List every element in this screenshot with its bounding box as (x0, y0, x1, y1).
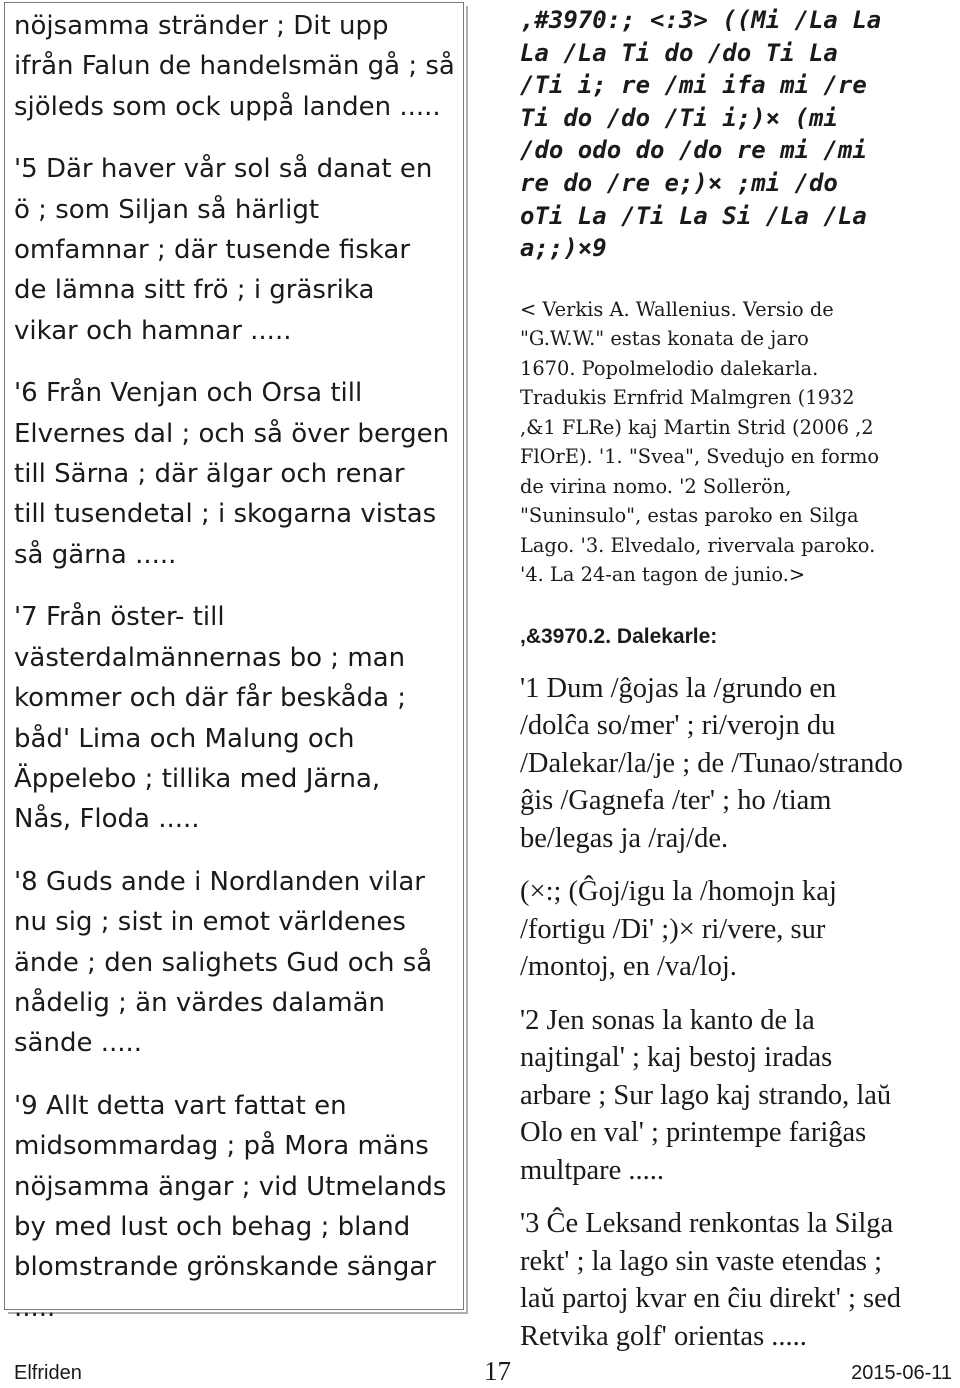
translation-note: < Verkis A. Wallenius. Versio de "G.W.W." estas konata de jaro 1670. Popolmelodio dalekarla. Tradukis Ernfrid Malmgren (1932 ,&1 FLRe) kaj Martin Strid (2006 ,2 FlOrE). '1. "Svea", Svedujo en formo de virina nomo. '2 Sollerön, "Suninsulo", estas paroko en Silga Lago. '3. Elvedalo, rivervala paroko. '4. La 24-an tagon de junio.> (520, 297, 880, 587)
esperanto-stanza-2: '2 Jen sonas la kanto de la najtingal' ; kaj bestoj iradas arbare ; Sur lago kaj strando, laŭ Olo en val' ; printempe fariĝas multpare ..... (520, 1004, 892, 1186)
stanza-continuation: nöjsamma stränder ; Dit upp ifrån Falun de handelsmän gå ; så sjöleds som ock uppå landen ..... (14, 11, 455, 122)
esperanto-refrain: (×:; (Ĝoj/igu la /homojn kaj /fortigu /Di' ;)× ri/vere, sur /montoj, en /va/loj. (520, 876, 837, 983)
stanza-5: '5 Där haver vår sol så danat en ö ; som Siljan så härligt omfamnar ; där tusende fiskar de lämna sitt frö ; i gräsrika vikar och hamnar ..... (14, 154, 433, 346)
swedish-lyrics-column (14, 6, 460, 1350)
stanza-6: '6 Från Venjan och Orsa till Elvernes dal ; och så över bergen till Särna ; där älgar och renar till tusendetal ; i skogarna vistas så gärna ..... (14, 378, 450, 570)
esperanto-stanza-3: '3 Ĉe Leksand renkontas la Silga rekt' ; la lago sin vaste etendas ; laŭ partoj kvar en ĉiu direkt' ; sed Retvika golf' orientas ..... (520, 1208, 902, 1352)
esperanto-stanza-1: '1 Dum /ĝojas la /grundo en /dolĉa so/mer' ; ri/verojn du /Dalekar/la/je ; de /Tunao/strando ĝis /Gagnefa /ter' ; ho /tiam be/legas ja /raj/de. (520, 672, 903, 854)
page-number: 17 (484, 1356, 511, 1386)
song-heading: ,&3970.2. Dalekarle: (520, 624, 718, 648)
footer-title: Elfriden (14, 1362, 82, 1384)
stanza-9: '9 Allt detta vart fattat en midsommardag ; på Mora mäns nöjsamma ängar ; vid Utmelands by med lust och behag ; bland blomstrande grönskande sängar ..... (14, 1090, 447, 1323)
stanza-7: '7 Från öster- till västerdalmännernas bo ; man kommer och där får beskåda ; båd' Lima och Malung och Äppelebo ; tillika med Järna, Nås, Floda ..... (14, 602, 407, 835)
stanza-8: '8 Guds ande i Nordlanden vilar nu sig ; sist in emot världenes ände ; den salighets Gud och så nådelig ; än värdes dalamän sände ..... (14, 866, 433, 1059)
footer-date: 2015-06-11 (851, 1362, 952, 1384)
music-notation: ,#3970:; <:3> ((Mi /La La La /La Ti do /do Ti La /Ti i; re /mi ifa mi /re Ti do /do /Ti i;)× (mi /do odo do /do re mi /mi re do /re e;)× ;mi /do oTi La /Ti La Si /La /La a;;)×9 (520, 6, 882, 263)
esperanto-column (520, 4, 960, 1355)
